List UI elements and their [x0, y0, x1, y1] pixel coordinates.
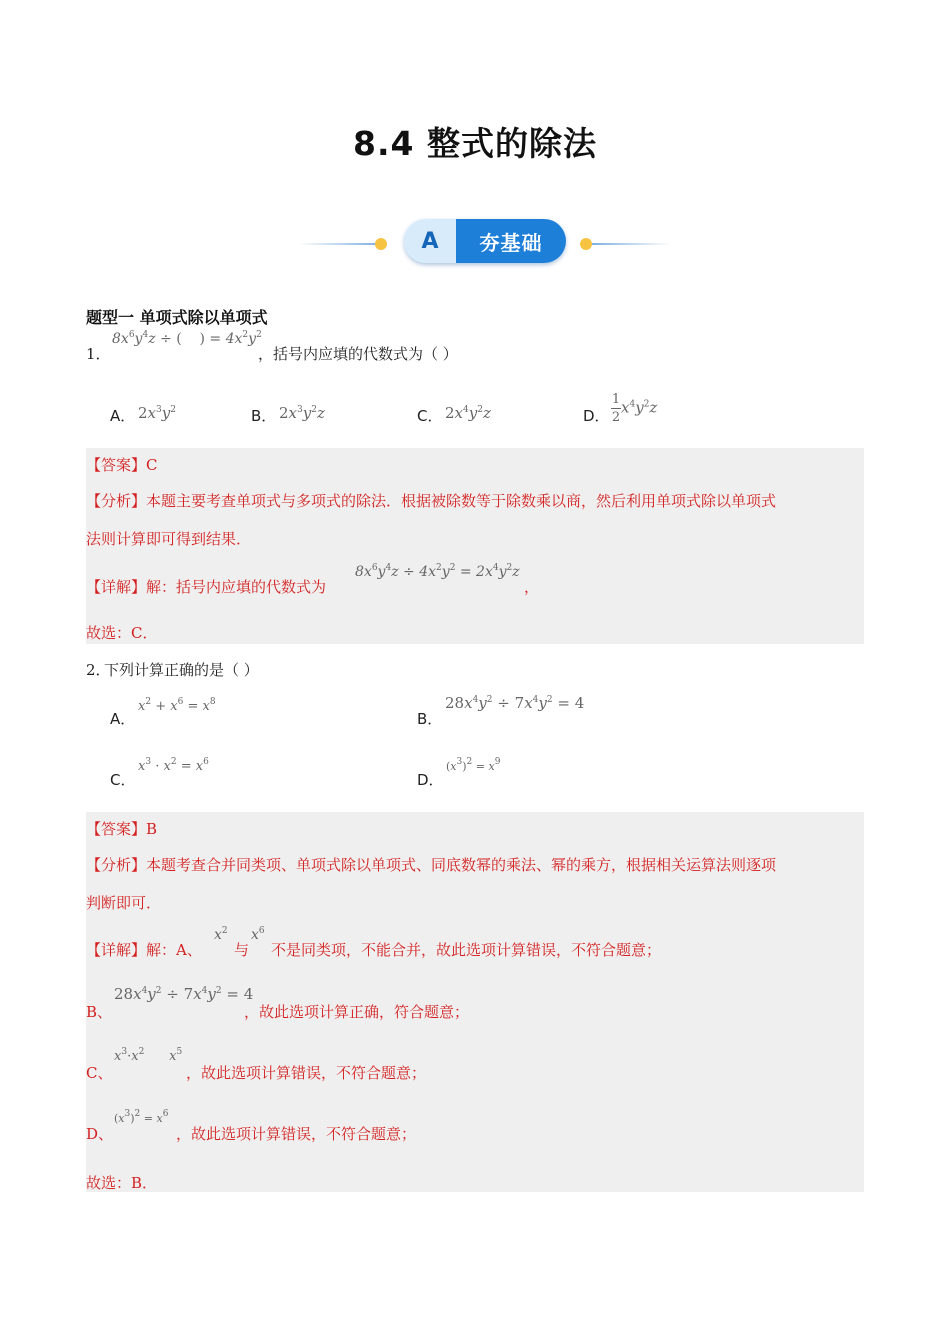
q2-option-b[interactable]: $28x^4y^2 \div 7x^4y^2 = 4$: [445, 694, 585, 712]
page-title: 8.4 整式的除法: [353, 124, 597, 163]
q2-answer: 【答案】B: [86, 820, 158, 838]
q1-analysis-line2: 法则计算即可得到结果．: [86, 530, 252, 548]
q2-detail-b-text: ，故此选项计算正确，符合题意；: [244, 1003, 470, 1021]
q2-detail-c-text: ，故此选项计算错误，不符合题意；: [186, 1064, 427, 1082]
badge-dot-left: [375, 238, 387, 250]
q1-analysis-text: 本题主要考查单项式与多项式的除法．根据被除数等于除数乘以商，然后利用单项式除以单项式: [146, 492, 777, 510]
q1-analysis-label: 【分析】: [86, 492, 147, 510]
q2-detail-b-prefix: B、: [86, 1003, 113, 1021]
q2-detail-a: [86, 939, 202, 960]
q2-option-a-label: A．: [110, 710, 136, 728]
q2-option-a[interactable]: $x^2 + x^6 = x^8$: [138, 697, 216, 714]
q2-detail-b-equation: $28x^4y^2 \div 7x^4y^2 = 4$: [114, 985, 254, 1003]
q2-detail-a-prefix: 解：A、: [146, 941, 202, 959]
q2-analysis-label: 【分析】: [86, 856, 147, 874]
q2-detail-c-equation: $x^3\cdot x^2$ $x^5$: [114, 1047, 183, 1064]
q1-answer: 【答案】C: [86, 456, 158, 474]
q1-detail-label: 【详解】: [86, 578, 147, 596]
q2-number: 2．: [86, 661, 111, 679]
q1-option-d[interactable]: $\frac{1}{2}$ $x^4y^2z$: [611, 392, 658, 425]
q1-number: 1．: [86, 345, 111, 363]
q2-text: 下列计算正确的是（ ）: [104, 661, 259, 679]
q1-detail-equation: $8x^6y^4z \div 4x^2y^2 = 2x^4y^2z$: [355, 563, 520, 580]
q2-detail-d-text: ，故此选项计算错误，不符合题意；: [176, 1125, 417, 1143]
q1-detail-text: 解：括号内应填的代数式为: [146, 578, 327, 596]
badge-text: 夯基础: [456, 219, 566, 263]
q2-detail-c-prefix: C、: [86, 1064, 113, 1082]
q1-text: ，括号内应填的代数式为（ ）: [258, 345, 458, 363]
q2-analysis-line1: [86, 854, 776, 875]
q2-analysis-line2: 判断即可．: [86, 894, 162, 912]
q1-option-a[interactable]: $2x^3y^2$: [138, 404, 176, 422]
q1-option-a-label: A．: [110, 407, 136, 425]
q2-detail-a-text: 不是同类项，不能合并，故此选项计算错误，不符合题意；: [271, 941, 662, 959]
q1-analysis-line1: [86, 490, 776, 511]
q1-option-c-label: C．: [417, 407, 443, 425]
q1-option-c[interactable]: $2x^4y^2z$: [445, 404, 491, 422]
q2-detail-label: 【详解】: [86, 941, 147, 959]
q2-detail-d-equation: $(x^3)^2 = x^6$: [114, 1109, 169, 1125]
q2-detail-a-mid: 与: [234, 941, 250, 959]
q2-option-d[interactable]: $(x^3)^2 = x^9$: [446, 757, 501, 773]
section-badge: [0, 217, 950, 267]
q2-option-d-label: D．: [417, 771, 444, 789]
badge-line-right: [592, 243, 672, 245]
q2-option-c[interactable]: $x^3 \cdot x^2 = x^6$: [138, 757, 209, 774]
section-heading: 题型一 单项式除以单项式: [86, 308, 268, 327]
q1-option-b-label: B．: [251, 407, 277, 425]
q1-conclusion: 故选：C．: [86, 624, 158, 642]
q2-analysis-text: 本题考查合并同类项、单项式除以单项式、同底数幂的乘法、幂的乘方，根据相关运算法则逐项: [146, 856, 777, 874]
badge-pill: [404, 219, 566, 263]
q1-detail-end: ，: [524, 578, 540, 596]
q1-option-d-label: D．: [583, 407, 610, 425]
q1-option-b[interactable]: $2x^3y^2z$: [279, 404, 325, 422]
q2-detail-d-prefix: D、: [86, 1125, 114, 1143]
q1-detail: [86, 576, 326, 597]
badge-letter: A: [404, 219, 456, 263]
q1-equation: $8x^6y^4z$ ÷ ( ) = $4x^2y^2$: [112, 330, 262, 347]
q2-detail-a-term2: $x^6$: [251, 926, 265, 943]
q2-option-b-label: B．: [417, 710, 443, 728]
q2-conclusion: 故选：B．: [86, 1174, 158, 1192]
q2-detail-a-term1: $x^2$: [214, 926, 228, 943]
q2-option-c-label: C．: [110, 771, 136, 789]
badge-line-left: [298, 243, 378, 245]
badge-dot-right: [580, 238, 592, 250]
